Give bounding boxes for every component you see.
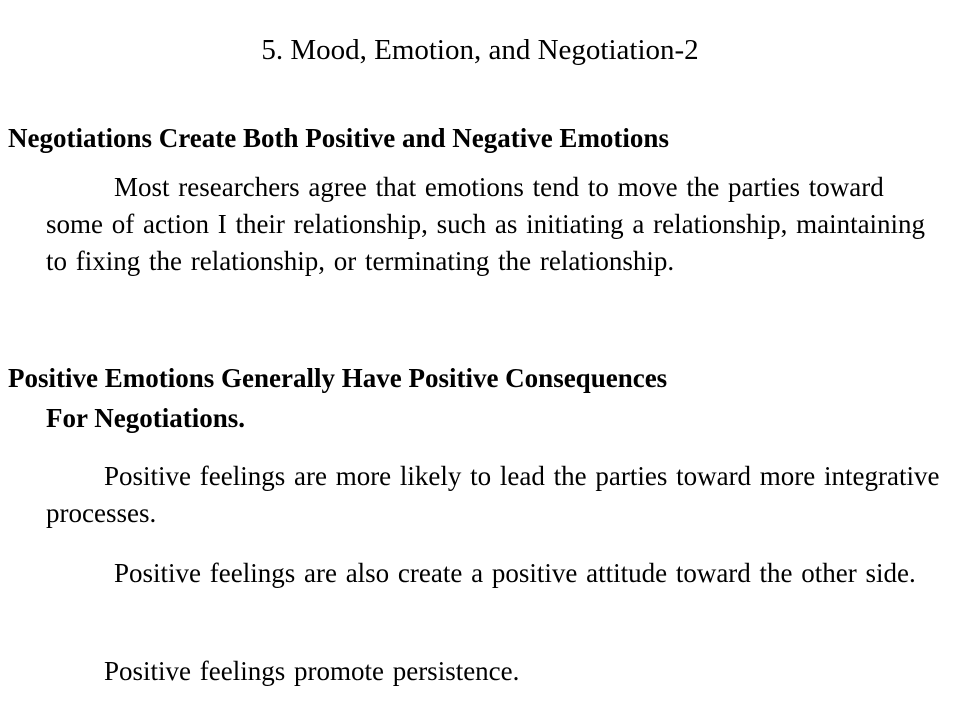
slide-title: 5. Mood, Emotion, and Negotiation-2 [261,34,699,66]
heading-positive-consequences-line2: For Negotiations. [46,403,245,433]
paragraph-attitude-text: Positive feelings are also create a positive attitude toward the other side. [114,558,916,588]
paragraph-integrative [46,458,946,532]
paragraph-persistence-text: Positive feelings promote persistence. [104,656,520,686]
heading-positive-consequences-line1: Positive Emotions Generally Have Positive Consequences [8,363,668,393]
paragraph-attitude [46,555,946,592]
heading-negotiations-emotions: Negotiations Create Both Positive and Negative Emotions [8,123,669,153]
paragraph-integrative-text: Positive feelings are more likely to lead the parties toward more integrative processes. [46,461,940,528]
heading-positive-consequences [8,358,667,438]
paragraph-researchers-text: Most researchers agree that emotions tend to move the parties toward some of action I their relationship, such as initiating a relationship, maintaining to fixing the relationship, or terminating the relationship. [46,172,926,276]
paragraph-researchers [46,169,946,280]
paragraph-persistence [46,653,946,690]
